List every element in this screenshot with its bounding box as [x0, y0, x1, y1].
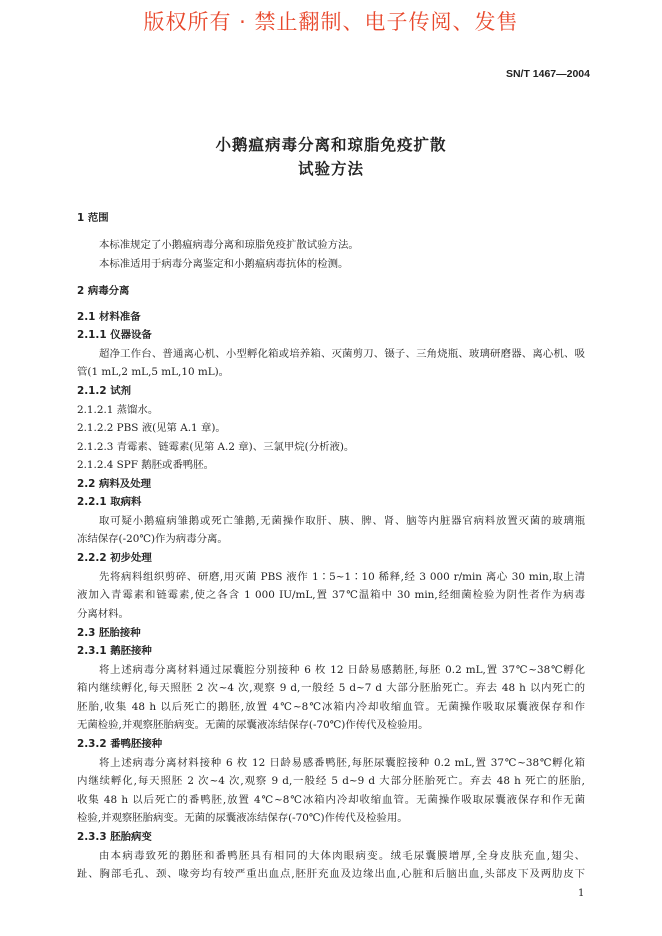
paragraph-line: 箱内继续孵化,每天照胚 2 次~4 次,观察 9 d,一般经 5 d~7 d 大部分胚胎死亡。弃去 48 h 以内死亡的 [77, 682, 585, 694]
section-heading: 1 范围 [77, 212, 109, 224]
paragraph-line: 管(1 mL,2 mL,5 mL,10 mL)。 [77, 366, 230, 378]
page-title: 小鹅瘟病毒分离和琼脂免疫扩散 [215, 136, 447, 154]
list-item: 2.1.2.2 PBS 液(见第 A.1 章)。 [77, 422, 226, 434]
paragraph-line: 胚胎,收集 48 h 以后死亡的鹅胚,放置 4℃~8℃冰箱内冷却收缩血管。无菌操作吸取尿囊液保存和作 [77, 701, 585, 713]
copyright-banner: 版权所有 · 禁止翻制、电子传阅、发售 [143, 10, 519, 34]
subsection-heading: 2.1 材料准备 [77, 311, 141, 323]
paragraph-line: 本标准规定了小鹅瘟病毒分离和琼脂免疫扩散试验方法。 [99, 239, 359, 251]
subsection-heading: 2.3.2 番鸭胚接种 [77, 738, 163, 750]
paragraph-line: 将上述病毒分离材料通过尿囊腔分别接种 6 枚 12 日龄易感鹅胚,每胚 0.2 mL,置 37℃~38℃孵化 [99, 664, 585, 676]
paragraph-line: 超净工作台、普通离心机、小型孵化箱或培养箱、灭菌剪刀、镊子、三角烧瓶、玻璃研磨器、离心机、吸 [99, 348, 585, 360]
paragraph-line: 趾、胸部毛孔、颈、喙旁均有较严重出血点,胚肝充血及边缘出血,心脏和后脑出血,头部皮下及两肋皮下 [77, 868, 585, 880]
subsection-heading: 2.2 病料及处理 [77, 478, 151, 490]
paragraph-line: 检验,并观察胚胎病变。无菌的尿囊液冻结保存(-70℃)作传代及检验用。 [77, 812, 408, 824]
page-title-line2: 试验方法 [297, 160, 364, 178]
paragraph-line: 分离材料。 [77, 608, 129, 620]
paragraph-line: 取可疑小鹅瘟病雏鹅或死亡雏鹅,无菌操作取肝、胰、脾、肾、脑等内脏器官病料放置灭菌的玻璃瓶 [99, 515, 585, 527]
list-item: 2.1.2.3 青霉素、链霉素(见第 A.2 章)、三氯甲烷(分析液)。 [77, 441, 355, 453]
subsection-heading: 2.1.1 仪器设备 [77, 329, 152, 341]
paragraph-line: 液加入青霉素和链霉素,使之各含 1 000 IU/mL,置 37℃温箱中 30 min,经细菌检验为阴性者作为病毒 [77, 589, 585, 601]
paragraph-line: 由本病毒致死的鹅胚和番鸭胚具有相同的大体肉眼病变。绒毛尿囊膜增厚,全身皮肤充血,翅尖、 [99, 850, 585, 862]
paragraph-line: 无菌检验,并观察胚胎病变。无菌的尿囊液冻结保存(-70℃)作传代及检验用。 [77, 719, 429, 731]
subsection-heading: 2.3.3 胚胎病变 [77, 831, 152, 843]
paragraph-line: 本标准适用于病毒分离鉴定和小鹅瘟病毒抗体的检测。 [99, 258, 349, 270]
page-number: 1 [578, 888, 585, 899]
paragraph-line: 内继续孵化,每天照胚 2 次~4 次,观察 9 d,一般经 5 d~9 d 大部分胚胎死亡。弃去 48 h 死亡的胚胎, [77, 775, 585, 787]
subsection-heading: 2.3 胚胎接种 [77, 627, 141, 639]
section-heading: 2 病毒分离 [77, 285, 130, 297]
paragraph-line: 先将病料组织剪碎、研磨,用灭菌 PBS 液作 1∶5~1∶10 稀释,经 3 000 r/min 离心 30 min,取上清 [99, 571, 585, 583]
paragraph-line: 收集 48 h 以后死亡的番鸭胚,放置 4℃~8℃冰箱内冷却收缩血管。无菌操作吸取尿囊液保存和作无菌 [77, 794, 585, 806]
standard-code: SN/T 1467—2004 [505, 68, 590, 80]
list-item: 2.1.2.4 SPF 鹅胚或番鸭胚。 [77, 459, 215, 471]
subsection-heading: 2.2.1 取病料 [77, 496, 142, 508]
paragraph-line: 将上述病毒分离材料接种 6 枚 12 日龄易感番鸭胚,每胚尿囊腔接种 0.2 mL,置 37℃~38℃孵化箱 [99, 757, 585, 769]
subsection-heading: 2.3.1 鹅胚接种 [77, 645, 152, 657]
paragraph-line: 冻结保存(-20℃)作为病毒分离。 [77, 533, 228, 545]
subsection-heading: 2.2.2 初步处理 [77, 552, 152, 564]
subsection-heading: 2.1.2 试剂 [77, 385, 131, 397]
list-item: 2.1.2.1 蒸馏水。 [77, 404, 159, 416]
